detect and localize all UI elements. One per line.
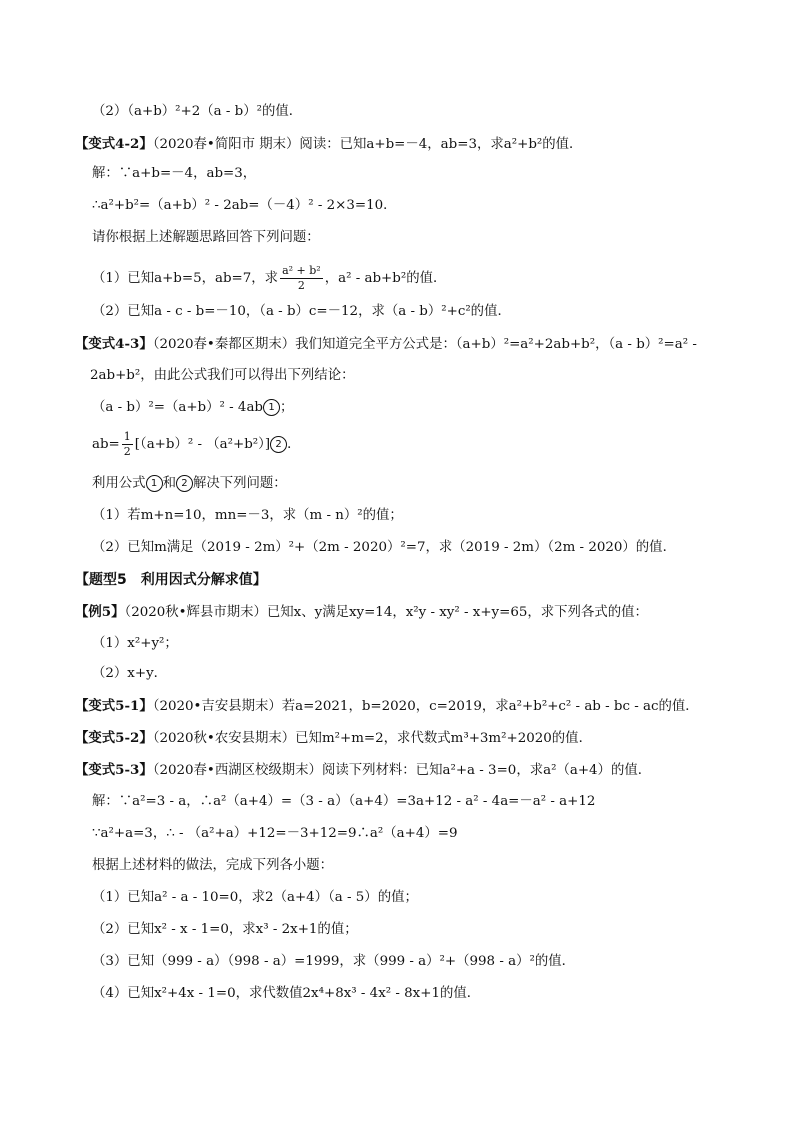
line-text: （2）已知a - c - b=－10，（a - b）c=－12，求（a - b）²+c²的值． <box>92 304 511 319</box>
line-text: ，a² - ab+b²的值． <box>324 271 447 286</box>
fraction-numerator: 1 <box>123 430 131 443</box>
circled-number-1: 1 <box>263 399 280 416</box>
line-text: （2020春•简阳市 期末）阅读：已知a+b=－4，ab=3，求a²+b²的值． <box>152 137 583 152</box>
line-text: （2）已知m满足（2019 - 2m）²+（2m - 2020）²=7，求（2019 - 2m）（2m - 2020）的值． <box>92 540 676 555</box>
text-line <box>92 634 178 654</box>
line-text: 利用公式 <box>92 476 146 491</box>
text-line <box>92 664 167 684</box>
line-text: （4）已知x²+4x - 1=0，求代数值2x⁴+8x³ - 4x² - 8x+1的值． <box>92 986 481 1001</box>
problem-label: 【变式4-3】 <box>75 336 153 352</box>
line-text: （3）已知（999 - a）（998 - a）=1999，求（999 - a）²+（998 - a）²的值． <box>92 954 576 969</box>
text-line <box>92 824 457 844</box>
line-text: 解决下列问题： <box>192 476 287 491</box>
text-line <box>92 920 358 940</box>
example-5 <box>75 602 648 623</box>
problem-label: 【变式5-1】 <box>75 698 153 714</box>
text-line-with-fraction <box>92 264 446 294</box>
problem-label: 【变式5-2】 <box>75 730 153 746</box>
text-line <box>92 856 333 876</box>
line-text: 请你根据上述解题思路回答下列问题： <box>92 230 320 245</box>
problem-label: 【变式5-3】 <box>75 762 153 778</box>
line-text: （2）已知x² - x - 1=0，求x³ - 2x+1的值； <box>92 922 358 937</box>
line-text: （1）已知a+b=5，ab=7，求 <box>92 271 279 286</box>
line-text: ab= <box>92 437 120 452</box>
line-text: 和 <box>162 476 176 491</box>
text-line <box>90 366 354 386</box>
fraction <box>122 430 133 459</box>
problem-variant-5-3 <box>75 760 651 781</box>
formula-2: ab= $\frac{1}{2}$ [（a+b）² - （a²+b²）] 2 ． <box>92 430 301 458</box>
formula-1: （a - b）²=（a+b）² - 4ab 1 ； <box>92 400 294 415</box>
problem-label: 【变式4-2】 <box>75 136 153 152</box>
text-line <box>92 792 595 812</box>
line-text: （2020秋•辉县市期末）已知x、y满足xy=14，x²y - xy² - x+y=65，求下列各式的值： <box>124 605 648 620</box>
line-text: （2020•吉安县期末）若a=2021，b=2020，c=2019，求a²+b²+c² - ab - bc - ac的值． <box>152 699 699 714</box>
line-text: （2）x+y． <box>92 666 168 681</box>
circled-number-2: 2 <box>270 436 287 453</box>
line-text: 解：∵a²=3 - a，∴a²（a+4）=（3 - a）（a+4）=3a+12 - a² - 4a=－a² - a+12 <box>92 794 596 809</box>
text-line <box>92 228 320 248</box>
line-text: （2020春•秦都区期末）我们知道完全平方公式是：（a+b）²=a²+2ab+b²，（a - b）²=a² - <box>152 337 697 352</box>
fraction-numerator: a² + b² <box>282 264 321 277</box>
section-title: 【题型5 利用因式分解求值】 <box>75 572 267 588</box>
problem-variant-4-3 <box>75 334 697 355</box>
text-line <box>92 474 287 494</box>
circled-number-1: 1 <box>146 475 163 492</box>
text-line <box>92 196 397 216</box>
fraction-denominator: 2 <box>297 279 305 292</box>
line-text: （2020秋•农安县期末）已知m²+m=2，求代数式m³+3m²+2020的值． <box>152 731 592 746</box>
line-text: （1）若m+n=10，mn=－3，求（m - n）²的值； <box>92 508 403 523</box>
fraction <box>280 264 323 293</box>
line-text: 根据上述材料的做法，完成下列各小题： <box>92 858 334 873</box>
text-line <box>92 302 511 322</box>
problem-variant-4-2 <box>75 134 582 155</box>
line-text: 解：∵a+b=－4，ab=3， <box>92 166 257 181</box>
line-text: [（a+b）² - （a²+b²）] <box>134 437 271 452</box>
text-line <box>92 888 418 908</box>
text-line <box>92 506 403 526</box>
circled-number-2: 2 <box>176 475 193 492</box>
text-line <box>92 164 256 184</box>
text-line <box>92 984 480 1004</box>
problem-label: 【例5】 <box>75 604 125 620</box>
problem-variant-5-1 <box>75 696 699 717</box>
line-text: 2ab+b²，由此公式我们可以得出下列结论： <box>90 368 355 383</box>
line-text: （2020春•西湖区校级期末）阅读下列材料：已知a²+a - 3=0，求a²（a+4）的值． <box>152 763 652 778</box>
line-text: ∵a²+a=3，∴ - （a²+a）+12=－3+12=9∴a²（a+4）=9 <box>92 826 458 841</box>
line-text: （1）x²+y²； <box>92 636 178 651</box>
text-line <box>92 538 676 558</box>
line-text: （1）已知a² - a - 10=0，求2（a+4）（a - 5）的值； <box>92 890 418 905</box>
text-line <box>92 102 302 122</box>
line-text: ∴a²+b²=（a+b）² - 2ab=（－4）² - 2×3=10． <box>92 198 397 213</box>
text-line <box>92 952 575 972</box>
problem-variant-5-2 <box>75 728 592 749</box>
line-text: （a - b）²=（a+b）² - 4ab <box>92 400 263 415</box>
line-text: （2）（a+b）²+2（a - b）²的值． <box>92 104 303 119</box>
fraction-denominator: 2 <box>123 445 131 458</box>
